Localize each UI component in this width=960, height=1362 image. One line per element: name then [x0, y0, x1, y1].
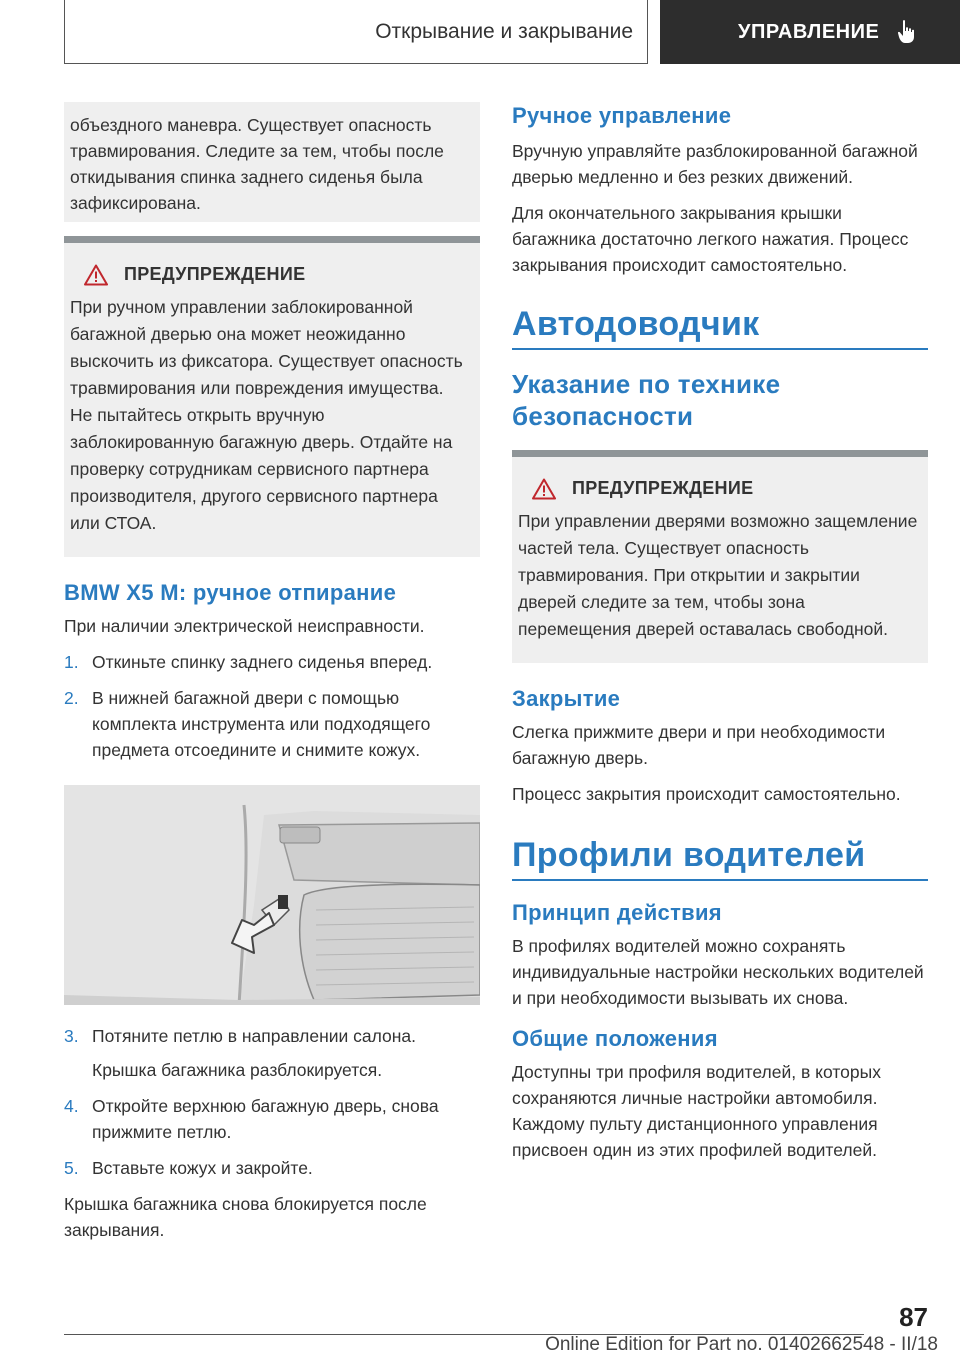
manual-operation-text-2: Для окончательного закрывания крышки багажника достаточно легкого нажатия. Процесс закрывания происходит самостоятельно. — [512, 203, 909, 275]
page-number: 87 — [899, 1302, 928, 1332]
step-text: В нижней багажной двери с помощью комплекта инструмента или подходящего предмета отсоедините и снимите кожух. — [92, 688, 431, 760]
closing-text-2: Процесс закрытия происходит самостоятельно. — [512, 784, 901, 804]
warning-text: При ручном управлении заблокированной багажной дверью она может неожиданно выскочить из фиксатора. Существует опасность травмирования или повреждения имущества. Не пытайтесь открыть вручную заблокированную багажную дверь. Отдайте на проверку сотрудникам сервисного партнера производителя, другого сервисного партнера или СТОА. — [70, 297, 463, 533]
continued-warning-box — [64, 102, 480, 222]
principle-text: В профилях водителей можно сохранять индивидуальные настройки нескольких водителей и при необходимости вызывать их снова. — [512, 936, 924, 1008]
trunk-illustration — [64, 785, 480, 1005]
continued-warning-text: объездного маневра. Существует опасность травмирования. Следите за тем, чтобы после откидывания спинка заднего сиденья была зафиксирована. — [70, 115, 444, 213]
step-number: 4. — [64, 1096, 79, 1116]
step-4 — [64, 1093, 480, 1145]
warning-header — [532, 475, 918, 502]
warning-triangle-icon — [84, 264, 108, 286]
profiles-heading: Профили водителей — [512, 836, 866, 874]
warning-bar — [64, 236, 480, 243]
chapter-tab — [660, 0, 960, 64]
warning-title: ПРЕДУПРЕЖДЕНИЕ — [572, 478, 754, 498]
manual-unlock-intro: При наличии электрической неисправности. — [64, 616, 425, 636]
manual-unlock-outro: Крышка багажника снова блокируется после закрывания. — [64, 1194, 427, 1240]
closing-heading: Закрытие — [512, 686, 621, 711]
footer-edition: Online Edition for Part no. 01402662548 - II/18 — [545, 1334, 938, 1355]
manual-operation-heading: Ручное управление — [512, 103, 732, 128]
step-5 — [64, 1155, 480, 1181]
closing-text-1: Слегка прижмите двери и при необходимости багажную дверь. — [512, 722, 886, 768]
step-number: 1. — [64, 652, 79, 672]
step-3-result: Крышка багажника разблокируется. — [92, 1060, 383, 1080]
step-text: Потяните петлю в направлении салона. — [92, 1026, 417, 1046]
step-number: 2. — [64, 688, 79, 708]
manual-unlock-heading: BMW X5 M: ручное отпирание — [64, 580, 397, 605]
step-number: 3. — [64, 1026, 79, 1046]
warning-header — [84, 261, 470, 288]
right-column — [512, 102, 928, 1163]
warning-box — [512, 457, 928, 663]
warning-bar — [512, 450, 928, 457]
step-text: Откройте верхнюю багажную дверь, снова прижмите петлю. — [92, 1096, 439, 1142]
step-2 — [64, 685, 480, 763]
safety-heading: Указание по технике безопасности — [512, 369, 781, 431]
step-text: Вставьте кожух и закройте. — [92, 1158, 313, 1178]
warning-box — [64, 243, 480, 557]
soft-close-heading-wrap — [512, 304, 928, 350]
warning-triangle-icon — [532, 478, 556, 500]
section-title-text: Открывание и закрывание — [375, 19, 633, 43]
step-3 — [64, 1023, 480, 1049]
warning-title: ПРЕДУПРЕЖДЕНИЕ — [124, 264, 306, 284]
step-text: Откиньте спинку заднего сиденья вперед. — [92, 652, 433, 672]
general-text: Доступны три профиля водителей, в которых сохраняются личные настройки автомобиля. Каждому пульту дистанционного управления присвоен один из этих профилей водителей. — [512, 1062, 881, 1160]
chapter-title: УПРАВЛЕНИЕ — [738, 20, 880, 43]
general-heading: Общие положения — [512, 1026, 718, 1051]
profiles-heading-wrap — [512, 835, 928, 881]
soft-close-heading: Автодоводчик — [512, 305, 760, 343]
manual-operation-text-1: Вручную управляйте разблокированной багажной дверью медленно и без резких движений. — [512, 141, 918, 187]
warning-text: При управлении дверями возможно защемление частей тела. Существует опасность травмирования. При открытии и закрытии дверей следите за тем, чтобы зона перемещения дверей оставалась свободной. — [518, 511, 918, 639]
step-number: 5. — [64, 1158, 79, 1178]
principle-heading: Принцип действия — [512, 900, 722, 925]
step-1 — [64, 649, 480, 675]
section-title — [64, 0, 648, 64]
hand-pointer-icon — [897, 19, 919, 45]
left-column — [64, 102, 480, 1243]
trunk-cover-illustration — [64, 785, 480, 1005]
